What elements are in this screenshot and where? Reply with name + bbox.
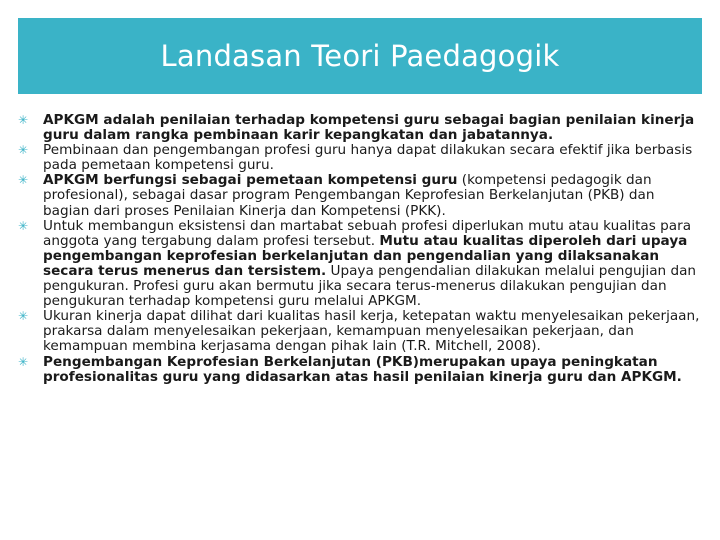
asterisk-icon: ✳ — [18, 113, 29, 127]
bullet-text-regular: Ukuran kinerja dapat dilihat dari kualitas hasil kerja, ketepatan waktu menyelesaikan pekerjaan, prakarsa dalam menyelesaikan pekerjaan, kemampuan menyelesaikan pekerjaan, dan kemampuan membina kerjasama dengan pihak lain (T.R. Mitchell, 2008). — [43, 308, 700, 355]
bullet-text-bold: Mutu atau kualitas diperoleh dari upaya pengembangan keprofesian berkelanjutan dan pengendalian yang dilaksanakan secara terus menerus dan tersistem. — [43, 232, 688, 279]
bullet-list — [16, 113, 700, 385]
bullet-text-regular: Pembinaan dan pengembangan profesi guru hanya dapat dilakukan secara efektif jika berbasis pada pemetaan kompetensi guru. — [43, 142, 693, 174]
asterisk-icon: ✳ — [18, 173, 29, 188]
asterisk-icon: ✳ — [18, 309, 29, 324]
bullet-text — [43, 142, 692, 173]
bullet-text-regular: (kompetensi pedagogik dan profesional), sebagai dasar program Pengembangan Keprofesian Berkelanjutan (PKB) dan bagian dari proses Penilaian Kinerja dan Kompetensi (PKK). — [43, 172, 655, 219]
bullet-item — [16, 143, 700, 173]
bullet-item — [16, 355, 700, 385]
asterisk-icon: ✳ — [18, 354, 29, 369]
slide-title: Landasan Teori Paedagogik — [160, 39, 560, 73]
bullet-item — [16, 113, 700, 143]
bullet-text-regular: Untuk membangun eksistensi dan martabat sebuah profesi diperlukan mutu atau kualitas para anggota yang tergabung dalam profesi tersebut. — [43, 217, 692, 249]
asterisk-icon: ✳ — [18, 143, 29, 158]
bullet-text-regular: Upaya pengendalian dilakukan melalui pengujian dan pengukuran. Profesi guru akan bermutu jika secara terus-menerus dilakukan pengujian dan pengukuran terhadap kompetensi guru melalui APKGM. — [43, 262, 697, 310]
bullet-item — [16, 309, 700, 354]
asterisk-icon: ✳ — [18, 218, 29, 233]
bullet-text — [43, 112, 694, 143]
bullet-item — [16, 219, 700, 310]
bullet-text-bold: APKGM berfungsi sebagai pemetaan kompetensi guru — [43, 172, 458, 189]
bullet-text — [43, 308, 699, 354]
bullet-text — [43, 218, 696, 309]
title-band — [18, 18, 702, 94]
bullet-item — [16, 173, 700, 218]
bullet-text-bold: APKGM adalah penilaian terhadap kompetensi guru sebagai bagian penilaian kinerja guru dalam rangka pembinaan karir kepangkatan dan jabatannya. — [43, 112, 695, 144]
bullet-text — [43, 354, 682, 385]
bullet-text-bold: Pengembangan Keprofesian Berkelanjutan (PKB)merupakan upaya peningkatan profesionalitas guru yang didasarkan atas hasil penilaian kinerja guru dan APKGM. — [43, 353, 682, 385]
bullet-text — [43, 172, 655, 218]
slide-content — [16, 113, 700, 385]
